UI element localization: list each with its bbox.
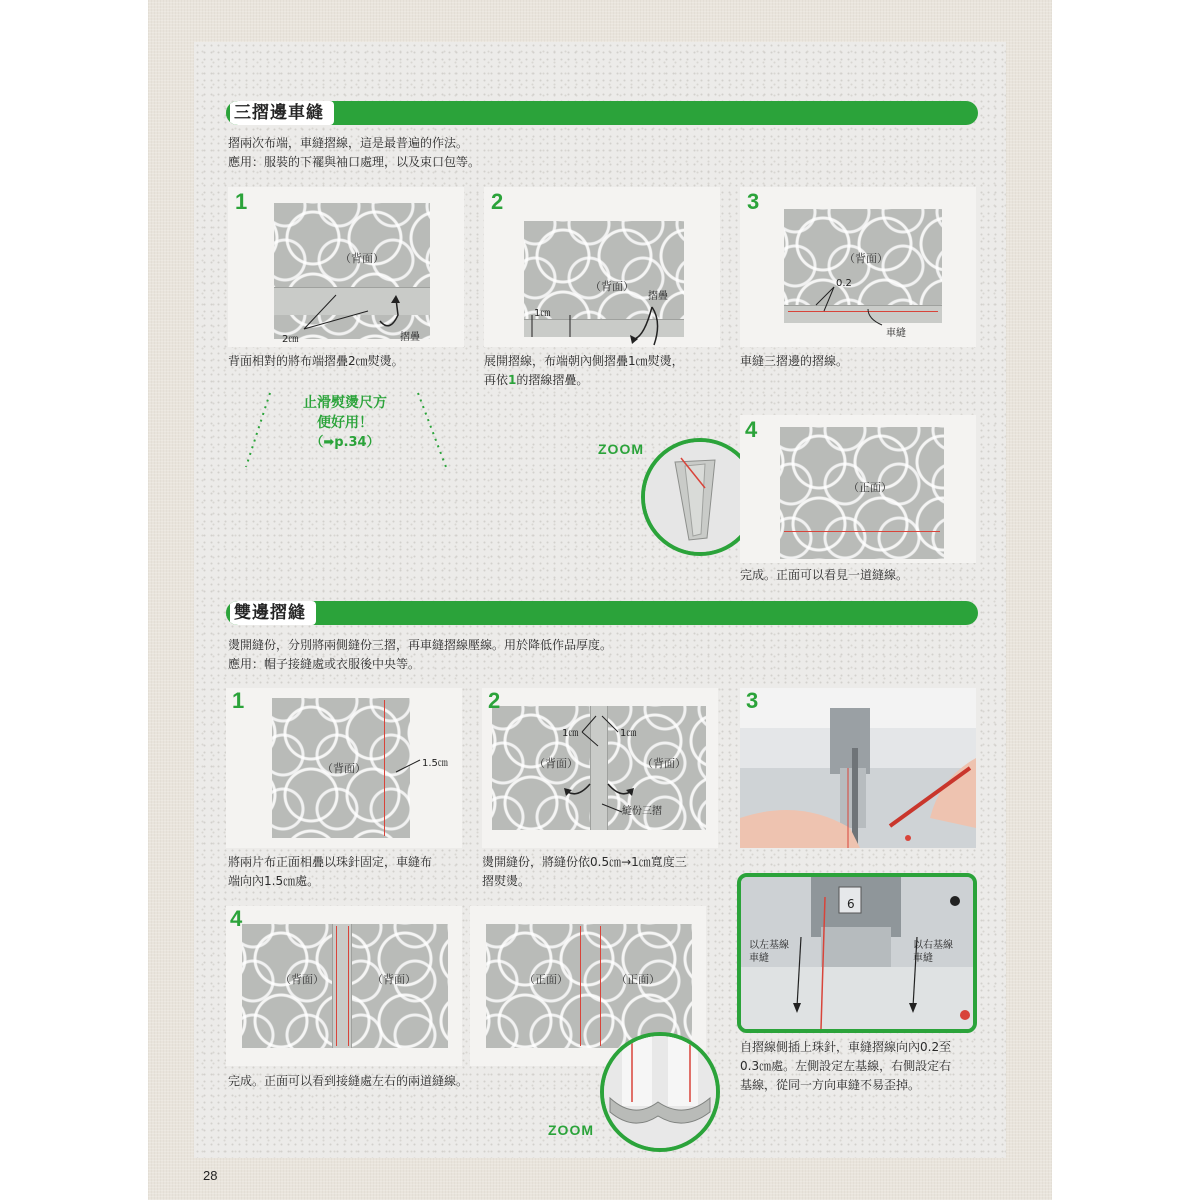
- label-line: 車縫: [749, 953, 769, 964]
- seam-line: [336, 926, 337, 1046]
- label-line: 以左基線: [749, 940, 789, 951]
- sewing-machine-drawing: [740, 688, 976, 848]
- step-number: 3: [746, 688, 759, 713]
- annotation-lines: [482, 688, 718, 848]
- section-header-triple-fold: [226, 101, 978, 125]
- step-number: 2: [491, 189, 504, 214]
- seam-line: [580, 926, 581, 1046]
- section-description: 摺兩次布端，車縫摺線，這是最普遍的作法。: [228, 136, 469, 150]
- annotation-1-5cm: 1.5㎝: [422, 758, 448, 769]
- label-right-baseline: [913, 939, 953, 965]
- step-caption: 背面相對的將布端摺疊2㎝熨燙。: [228, 354, 404, 368]
- step-caption: 自摺線側插上珠針，車縫摺線向內0.2至: [740, 1040, 952, 1054]
- fabric-label: （背面）: [844, 252, 888, 265]
- fabric-label: （背面）: [534, 757, 578, 770]
- annotation-lines: [228, 187, 464, 347]
- annotation-fold: 摺疊: [400, 332, 420, 343]
- step-caption: 燙開縫份，將縫份依0.5㎝→1㎝寬度三: [482, 855, 687, 869]
- step-caption: 摺熨燙。: [482, 874, 531, 888]
- annotation-sew: 車縫: [886, 328, 906, 339]
- fabric-label: （背面）: [372, 973, 416, 986]
- annotation-lines: [740, 187, 976, 347]
- seam-allowance: [332, 924, 352, 1048]
- section-header-double-fold: [226, 601, 978, 625]
- annotation-lines: [484, 187, 720, 347]
- presser-foot-number: 6: [847, 897, 855, 911]
- fabric-label: （背面）: [340, 252, 384, 265]
- fabric-label: （正面）: [616, 973, 660, 986]
- section-description: 燙開縫份，分別將兩側縫份三摺，再車縫摺線壓線。用於降低作品厚度。: [228, 638, 613, 652]
- fabric-label: （背面）: [590, 280, 634, 293]
- tip-line: 便好用！: [317, 415, 373, 431]
- tip-callout: [270, 393, 420, 453]
- section-application: 應用：服裝的下襬與袖口處理，以及束口包等。: [228, 155, 481, 169]
- annotation-0-2: 0.2: [836, 278, 852, 289]
- annotation-2cm: 2㎝: [282, 334, 299, 345]
- step-caption: 完成。正面可以看到接縫處左右的兩道縫線。: [228, 1074, 469, 1088]
- annotation-1cm: 1㎝: [562, 728, 579, 739]
- fabric-label: （背面）: [642, 757, 686, 770]
- step-caption: 車縫三摺邊的摺線。: [740, 354, 849, 368]
- step-caption: 0.3㎝處。左側設定左基線，右側設定右: [740, 1059, 952, 1073]
- step-caption: 基線，從同一方向車縫不易歪掉。: [740, 1078, 921, 1092]
- label-line: 車縫: [913, 953, 933, 964]
- step-photo: [226, 906, 462, 1066]
- step-caption: 展開摺線，布端朝內側摺疊1㎝熨燙，: [484, 354, 684, 368]
- tip-line: 止滑熨燙尺方: [303, 395, 387, 411]
- step-caption-line2: 再依1的摺線摺疊。: [484, 373, 589, 387]
- seam-line: [784, 531, 940, 532]
- section-title: 三摺邊車縫: [226, 101, 334, 125]
- tip-page-link[interactable]: （➡p.34）: [310, 435, 380, 450]
- zoom-label: ZOOM: [598, 441, 644, 457]
- step-caption: 將兩片布正面相疊以珠針固定，車縫布: [228, 855, 433, 869]
- annotation-fold: 摺疊: [648, 291, 668, 302]
- section-title: 雙邊摺縫: [226, 601, 316, 625]
- step-number: 1: [232, 688, 245, 713]
- section-application: 應用：帽子接縫處或衣服後中央等。: [228, 657, 421, 671]
- zoom-fold-detail: [645, 442, 755, 552]
- step-number: 4: [230, 906, 243, 931]
- step-photo: [740, 187, 976, 347]
- page-number: 28: [203, 1168, 218, 1183]
- zoom-label: ZOOM: [548, 1122, 594, 1138]
- sewing-machine-photo: [740, 688, 976, 848]
- presser-foot-closeup: [737, 873, 977, 1033]
- fabric-swatch: [486, 924, 692, 1048]
- annotation-1cm: 1㎝: [620, 728, 637, 739]
- step-photo: [228, 187, 464, 347]
- step-number: 4: [745, 417, 758, 442]
- step-photo: [740, 415, 976, 563]
- step-photo: [226, 688, 462, 848]
- fabric-label: （正面）: [524, 973, 568, 986]
- seam-line: [600, 926, 601, 1046]
- annotation-1cm: 1㎝: [534, 308, 551, 319]
- step-number: 3: [747, 189, 760, 214]
- annotation-fold-three: 縫份三摺: [622, 806, 662, 817]
- label-left-baseline: [749, 939, 789, 965]
- fabric-label: （背面）: [280, 973, 324, 986]
- step-number: 1: [235, 189, 248, 214]
- step-photo: [482, 688, 718, 848]
- step-number: 2: [488, 688, 501, 713]
- fabric-label: （正面）: [848, 481, 892, 494]
- label-line: 以右基線: [913, 940, 953, 951]
- seam-line: [348, 926, 349, 1046]
- fabric-label: （背面）: [322, 762, 366, 775]
- zoom-seam-detail: [604, 1036, 716, 1148]
- zoom-circle: [600, 1032, 720, 1152]
- step-photo: [484, 187, 720, 347]
- step-caption: 端向內1.5㎝處。: [228, 874, 320, 888]
- step-caption: 完成。正面可以看見一道縫線。: [740, 568, 909, 582]
